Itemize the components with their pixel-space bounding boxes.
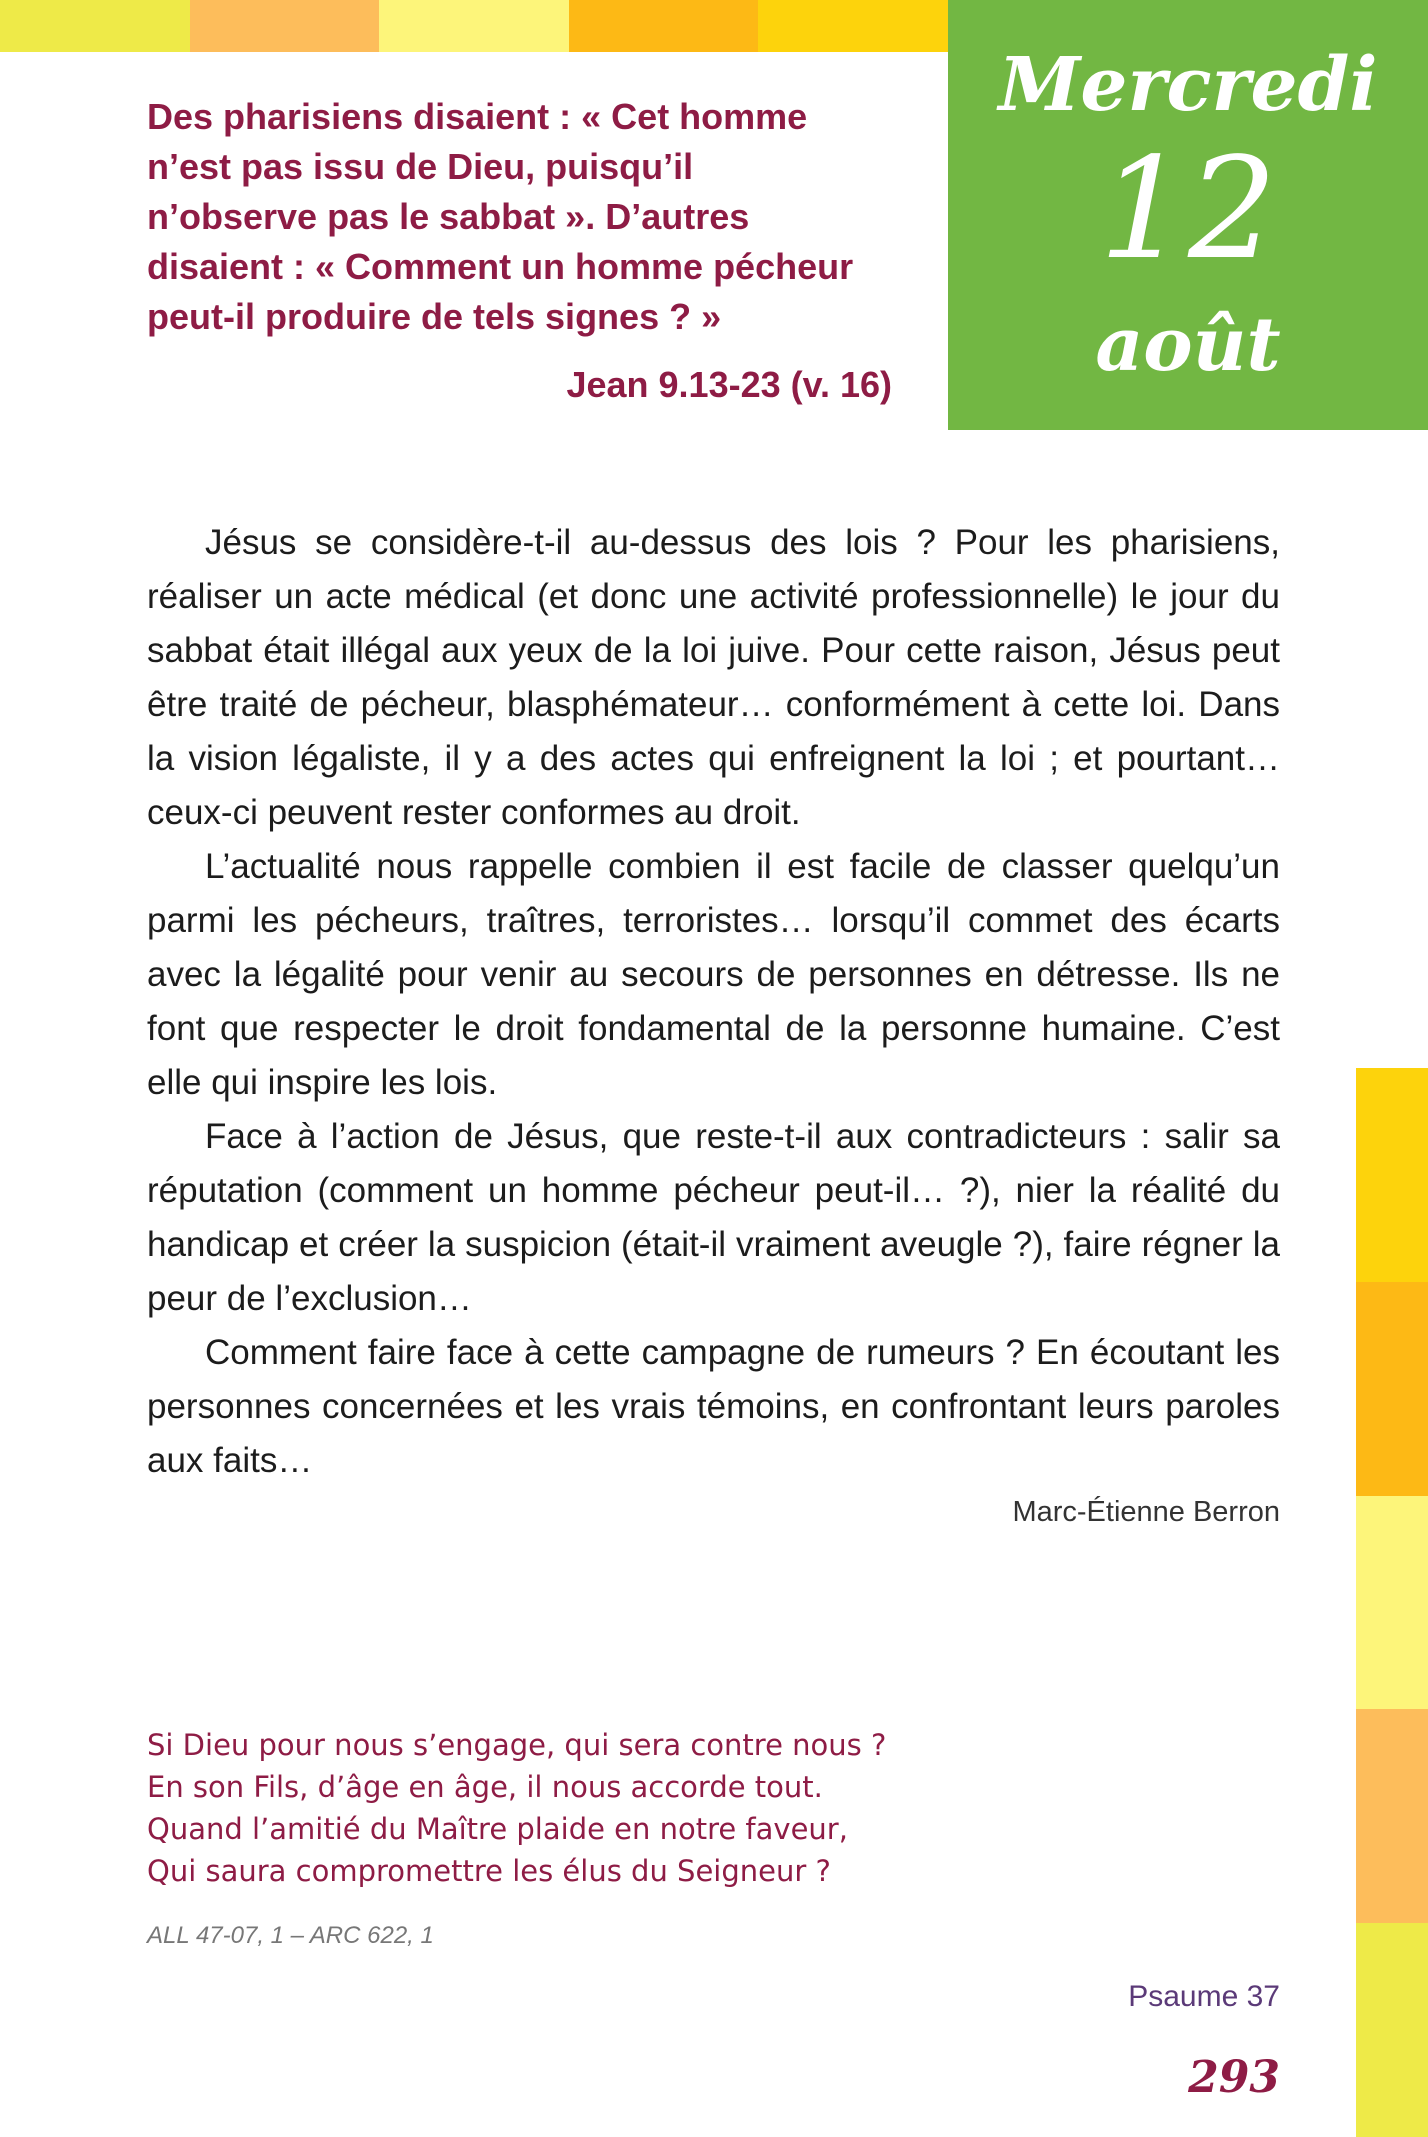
side-color-bar	[1356, 1068, 1428, 2137]
top-color-segment	[0, 0, 190, 52]
date-month: août	[1095, 302, 1281, 388]
hymn-line: En son Fils, d’âge en âge, il nous accorde tout.	[147, 1770, 823, 1804]
page-number: 293	[1188, 2052, 1280, 2103]
verse-line: n’est pas issu de Dieu, puisqu’il	[147, 146, 694, 187]
verse-line: disaient : « Comment un homme pécheur	[147, 246, 854, 287]
date-box	[948, 0, 1428, 430]
top-color-segment	[190, 0, 380, 52]
side-color-segment	[1356, 1923, 1428, 2137]
meditation-paragraph: L’actualité nous rappelle combien il est facile de classer quelqu’un parmi les pécheurs, traîtres, terroristes… lorsqu’il commet des écarts avec la légalité pour venir au secours de personnes en détresse. Ils ne font que respecter le droit fondamental de la personne humaine. C’est elle qui inspire les lois.	[147, 847, 1280, 1102]
date-day: 12	[1098, 128, 1278, 291]
meditation-paragraph: Face à l’action de Jésus, que reste-t-il aux contradicteurs : salir sa réputation (comment un homme pécheur peut-il… ?), nier la réalité du handicap et créer la suspicion (était-il vraiment aveugle ?), faire régner la peur de l’exclusion…	[147, 1117, 1280, 1318]
hymn-line: Si Dieu pour nous s’engage, qui sera contre nous ?	[147, 1728, 887, 1762]
hymn-stanza	[147, 1724, 886, 1892]
hymn-reference: ALL 47-07, 1 – ARC 622, 1	[147, 1922, 434, 1949]
verse-reference: Jean 9.13-23 (v. 16)	[566, 364, 892, 405]
meditation-paragraph: Comment faire face à cette campagne de rumeurs ? En écoutant les personnes concernées et les vrais témoins, en confrontant leurs paroles aux faits…	[147, 1333, 1280, 1480]
top-color-segment	[569, 0, 759, 52]
date-weekday: Mercredi	[998, 42, 1378, 128]
side-color-segment	[1356, 1068, 1428, 1282]
verse-line: n’observe pas le sabbat ». D’autres	[147, 196, 750, 237]
hymn-line: Quand l’amitié du Maître plaide en notre faveur,	[147, 1812, 848, 1846]
verse-line: peut-il produire de tels signes ? »	[147, 296, 722, 337]
meditation-paragraph: Jésus se considère-t-il au-dessus des lois ? Pour les pharisiens, réaliser un acte médical (et donc une activité professionnelle) le jour du sabbat était illégal aux yeux de la loi juive. Pour cette raison, Jésus peut être traité de pécheur, blasphémateur… conformément à cette loi. Dans la vision légaliste, il y a des actes qui enfreignent la loi ; et pourtant… ceux-ci peuvent rester conformes au droit.	[147, 523, 1280, 832]
verse-line: Des pharisiens disaient : « Cet homme	[147, 96, 808, 137]
hymn-line: Qui saura compromettre les élus du Seigneur ?	[147, 1854, 831, 1888]
side-color-segment	[1356, 1282, 1428, 1496]
side-color-segment	[1356, 1496, 1428, 1710]
author-name: Marc-Étienne Berron	[1012, 1496, 1280, 1528]
top-color-segment	[379, 0, 569, 52]
top-color-segment	[758, 0, 948, 52]
verse-quote	[147, 92, 907, 342]
side-color-segment	[1356, 1709, 1428, 1923]
psalm-reference: Psaume 37	[1128, 1980, 1280, 2013]
meditation-text	[147, 516, 1280, 1488]
top-color-bar	[0, 0, 948, 52]
